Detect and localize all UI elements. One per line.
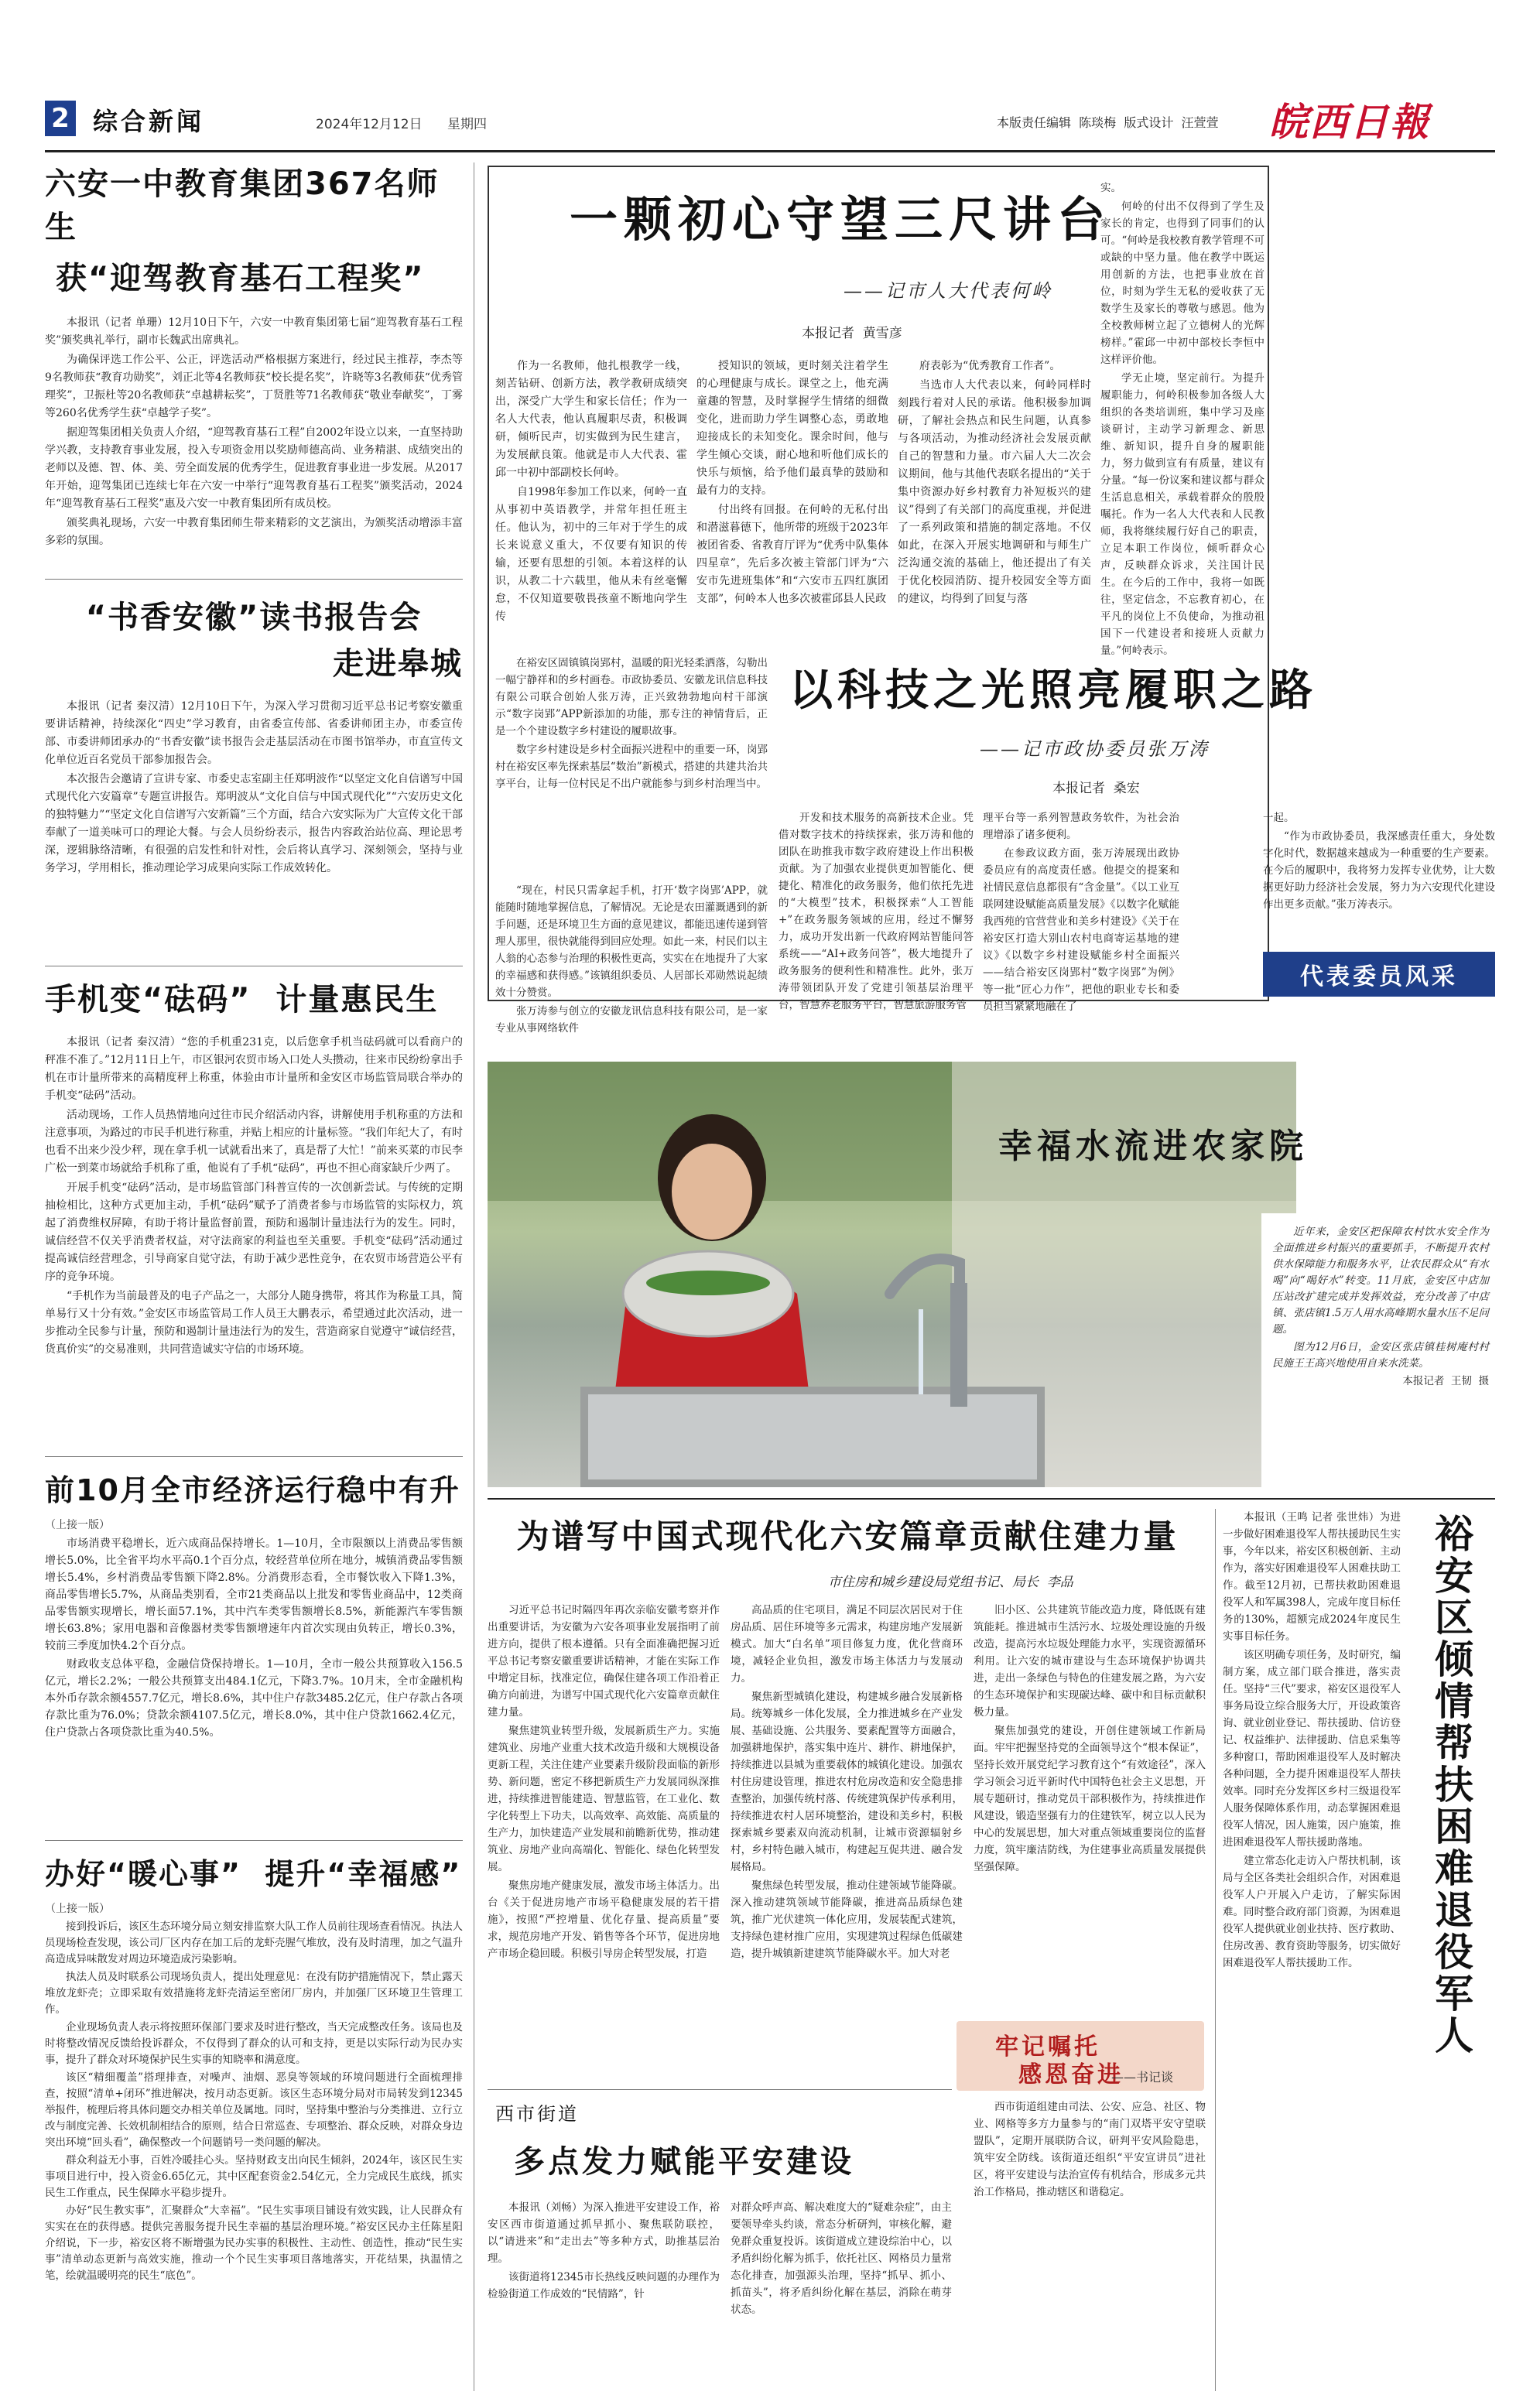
masthead: [45, 97, 1252, 144]
paragraph: 聚焦加强党的建设，开创住建领域工作新局面。牢牢把握坚持党的全面领导这个“根本保证”，坚持长效开展党纪学习教育这个“有效途径”，深入学习领会习近平新时代中国特色社会主义思想，开展专题研讨，推动党员干部积极作为，持续推进作风建设，锻造坚强有力的住建铁军，树立以人民为中心的发展思想，加大对重点领域重要岗位的监督力度，筑牢廉洁防线，为住建事业高质量发展提供坚强保障。: [974, 1725, 1206, 1873]
page-number: 2: [45, 101, 76, 136]
article-title-line1: 六安一中教育集团367名师生: [45, 166, 440, 245]
photo-caption-box: [1261, 1213, 1495, 1492]
paragraph: 该街道将12345市长热线反映问题的办理作为检验街道工作成效的“民情路”，针: [488, 2271, 720, 2300]
feature2-byline: 本报记者 桑宏: [1052, 781, 1140, 796]
article-body: [45, 1034, 463, 1444]
paragraph: 该区“精细覆盖”搭理排查，对噪声、油烟、恶臭等领域的环境问题进行全面梳理排查，按照“清单+闭环”推进解决，按月动态更新。该区生态环境分局对市局转发到12345举报件，梳理后将具体问题交办相关单位及属地。同时，坚持集中整治与分类推进、立行立改与制度完善、长效机制相结合的原则，结合日常巡查、专项整治、群众反映，对群众身边突出环境“回头看”，确保整改一个问题销号一类问题的解决。: [45, 2071, 463, 2149]
paragraph: 府表彰为“优秀教育工作者”。: [919, 360, 1061, 372]
paragraph: 授知识的领域，更时刻关注着学生的心理健康与成长。课堂之上，他充满童趣的智慧，及时掌握学生情绪的细微变化，进而助力学生调整心态，勇敢地迎接成长的未知变化。课余时间，他与学生倾心交谈，耐心地和听他们成长的快乐与烦恼，给予他们最真挚的鼓励和最有力的支持。: [696, 360, 888, 497]
paragraph: 本报讯（记者 秦汉清）12月10日下午，为深入学习贯彻习近平总书记考察安徽重要讲话精神，持续深化“四史”学习教育，由省委宣传部、省委讲师团主办，市委宣传部、市委讲师团承办的“书香安徽”读书报告会走基层活动在市图书馆举办，市直宣传文化单位近百名党员干部参加报告会。: [45, 700, 463, 766]
feature-banner-label: 代表委员风采: [1300, 963, 1458, 990]
feature1-column-2: [696, 357, 888, 644]
paragraph: 一起。: [1263, 812, 1295, 824]
article-economy: [45, 1467, 463, 1831]
feature2-subtitle: ——记市政协委员张万涛: [980, 738, 1210, 760]
paragraph: “手机作为当前最普及的电子产品之一，大部分人随身携带，将其作为称量工具，简单易行又十分有效。”金安区市场监管局工作人员王大鹏表示，希望通过此次活动，进一步推动全民参与计量，预防和遏制计量违法行为的发生，营造商家自觉遵守“诚信经营，货真价实”的交易准则，共同营造诚实守信的市场环境。: [45, 1290, 463, 1356]
paragraph: 企业现场负责人表示将按照环保部门要求及时进行整改，当天完成整改任务。该局也及时将整改情况反馈给投诉群众，不仅得到了群众的认可和支持，更是以实际行动为民办实事，提升了群众对环境保护民生实事的知晓率和满意度。: [45, 2021, 463, 2066]
campaign-seal: [957, 2021, 1204, 2091]
paragraph: 西市街道组建由司法、公安、应急、社区、物业、网格等多方力量参与的“南门双塔平安守望联盟队”，定期开展联防合议，研判平安风险隐患，筑牢安全防线。该街道还组织“平安宣讲员”进社区，将平安建设与法治宣传有机结合，形成多元共治工作格局，推动辖区和谐稳定。: [974, 2101, 1206, 2198]
paragraph: 习近平总书记时隔四年再次亲临安徽考察并作出重要讲话，为安徽为六安各项事业发展指明了前进方向，提供了根本遵循。只有全面准确把握习近平总书记考察安徽重要讲话精神，才能在实际工作中增定目标，找准定位，确保住建各项工作沿着正确方向前进，为谱写中国式现代化六安篇章贡献住建力量。: [488, 1604, 720, 1719]
article-warm-affairs: [45, 1851, 463, 2393]
editor-credits: 本版责任编辑 陈琰梅 版式设计 汪萱萱: [997, 115, 1219, 130]
feature1-byline: 本报记者 黄雪彦: [802, 326, 902, 341]
article-body: [45, 698, 463, 992]
paragraph: 群众利益无小事，百姓冷暖挂心头。坚持财政支出向民生倾斜，2024年，该区民生实事项目进行中，投入资金6.65亿元，其中区配套资金2.54亿元，全力完成民生底线，抓实民生工作重点，民生保障水平稳步提升。: [45, 2154, 463, 2199]
paragraph: 何岭的付出不仅得到了学生及家长的肯定，也得到了同事们的认可。“何岭是我校教育教学管理不可或缺的中坚力量。他在教学中既运用创新的方法，也把事业放在首位，时刻为学生无私的爱收获了无数学生及家长的尊敬与感恩。他为全校教师树立起了立德树人的光辉榜样。”霍邱一中初中部校长李恒中这样评价他。: [1100, 200, 1265, 366]
paragraph: 市场消费平稳增长，近六成商品保持增长。1—10月，全市限额以上消费品零售额增长5.0%，比全省平均水平高0.1个百分点，较经营单位所在地分，城镇消费品零售额增长5.4%，乡村消费品零售额下降2.8%。分消费形态看，全市餐饮收入下降1.3%，商品零售增长5.7%，从商品类别看，全市21类商品以上批发和零售业商品中，12类商品零售额实现增长，增长面57.1%，其中汽车类零售额增长8.5%，新能源汽车零售额增长63.8%；家用电器和音像器材类零售额增速年内首次实现由负转正，增长0.3%，较前三季度加快4.2个百分点。: [45, 1537, 463, 1652]
a7-column-2: [731, 2199, 952, 2391]
section-rule: [488, 1498, 1495, 1500]
article-body: [45, 1535, 463, 1811]
paragraph: 本报讯（刘畅）为深入推进平安建设工作，裕安区西市街道通过抓早抓小、聚焦联防联控，以“请进来”和“走出去”等多种方式，助推基层治理。: [488, 2201, 720, 2265]
paragraph: 张万涛参与创立的安徽龙讯信息科技有限公司，是一家专业从事网络软件: [495, 1005, 768, 1035]
paragraph: 近年来，金安区把保障农村饮水安全作为全面推进乡村振兴的重要抓手，不断提升农村供水保障能力和服务水平，让农民群众从“有水喝”向“喝好水”转变。11月底，金安区中店加压站改扩建完成并发挥效益，充分改善了中店镇、张店镇1.5万人用水高峰期水量水压不足问题。: [1272, 1226, 1489, 1336]
feature2-column-4: [983, 809, 1179, 1013]
paragraph: 学无止境，坚定前行。为提升履职能力，何岭积极参加各级人大组织的各类培训班，集中学习及座谈研讨，主动学习新理念、新思维、新知识，提升自身的履职能力，努力做到宣有有质量，建议有分量。“每一份议案和建议都与群众生活息息相关，承载着群众的殷殷嘱托。作为一名人大代表和人民教师，我将继续履行好自己的职责，立足本职工作岗位，倾听群众心声，反映群众诉求，关注国计民生。在今后的工作中，我将一如既往，坚定信念，不忘教育初心，在平凡的岗位上不负使命，为推动祖国下一代建设者和接班人贡献力量。”何岭表示。: [1100, 372, 1265, 657]
seal-text-line2: 感恩奋进: [1018, 2061, 1124, 2088]
paragraph: 颁奖典礼现场，六安一中教育集团师生带来精彩的文艺演出，为颁奖活动增添丰富多彩的氛围。: [45, 517, 463, 547]
paragraph: 聚焦建筑业转型升级，发展新质生产力。实施建筑业、房地产业重大技术改造升级和大规模设备更新工程，关注住建产业要素升级阶段面临的新形势、新问题，密定不移把新质生产力发展同纵深推进，持续推进智能建造、智慧监管，在工业化、数字化转型上下功夫，以高效率、高效能、高质量的生产力，加快建造产业发展和前瞻新优势，推动建筑业、房地产业向高端化、智能化、绿色化转型发展。: [488, 1725, 720, 1873]
paragraph: 聚焦绿色转型发展，推动住建领域节能降碳。深入推动建筑领域节能降碳，推进高品质绿色建筑，推广光伏建筑一体化应用，发展装配式建筑，支持绿色建材推广应用，实现建筑过程绿色低碳建造，提升城镇新建建筑节能降碳水平。加大对老: [731, 1880, 963, 1960]
feature2-column-3: [779, 809, 974, 1011]
feature1-column-4: [1100, 180, 1265, 657]
paragraph: 活动现场，工作人员热情地向过往市民介绍活动内容，讲解使用手机称重的方法和注意事项，为路过的市民手机进行称重，并贴上相应的计量标签。“我们年纪大了，有时也看不出来少没少秤，现在拿手机一试就看出来了，真是帮了大忙！”前来买菜的市民李广松一到菜市场就给手机称了重，他说有了手机“砝码”，再也不担心商家缺斤少两了。: [45, 1109, 463, 1175]
issue-date: 2024年12月12日: [316, 117, 423, 132]
paragraph: 据迎驾集团相关负责人介绍，“迎驾教育基石工程”自2002年设立以来，一直坚持助学兴教，支持教育事业发展，投入专项资金用以奖励师德高尚、业务精湛、成绩突出的老师以及德、智、体、美、劳全面发展的优秀学生，促进教育事业进一步发展。从2017年开始，迎驾集团已连续七年在六安一中举行“迎驾教育基石工程奖”颁奖活动，2024年“迎驾教育基石工程奖”惠及六安一中教育集团所有成员校。: [45, 426, 463, 510]
source-note: （上接一版）: [45, 1903, 110, 1915]
paragraph: 当选市人大代表以来，何岭同样时刻践行着对人民的承诺。他积极参加调研，了解社会热点和民生问题，认真参与各项活动，为推动经济社会发展贡献自己的智慧和力量。市六届人大二次会议期间，他与其他代表联名提出的“关于集中资源办好乡村教育力补短板兴的建议”得到了有关部门的高度重视，并促进了一系列政策和措施的制定落地。不仅如此，在深入开展实地调研和与师生广泛沟通交流的基础上，他还提出了有关于优化校园消防、提升校园安全等方面的建议，均得到了回复与落: [898, 379, 1091, 605]
paragraph: “现在，村民只需拿起手机，打开‘数字岗郢’APP，就能随时随地掌握信息，了解情况。无论是农田灌溉遇到的新手问题，还是环境卫生方面的意见建议，都能迅速传递到管理人那里，很快就能得到回应处理。如此一来，村民们以主人翁的心态参与治理的积极性更高，实实在在地提升了大家的幸福感和获得感。”该镇组织委员、人居部长邓勋然说起绩效十分赞赏。: [495, 884, 768, 999]
a6-column-3: [974, 1602, 1206, 2012]
source-note: （上接一版）: [45, 1519, 110, 1531]
paragraph: 开发和技术服务的高新技术企业。凭借对数字技术的持续探索，张万涛和他的团队在助推我市数字政府建设上作出积极贡献。为了加强农业提供更加智能化、便捷化、精准化的政务服务，他们依托先进的“大模型”技术，积极探索“人工智能+”在政务服务领域的应用，经过不懈努力，成功开发出新一代政府网站智能问答系统——“AI+政务问答”，极大地提升了政务服务的便利性和精准性。此外，张万涛带领团队开发了党建引领基层治理平台，智慧养老服务平台，智慧旅游服务管: [779, 812, 974, 1011]
paragraph: 在参政议政方面，张万涛展现出政协委员应有的高度责任感。他提交的提案和社情民意信息都很有“含金量”。《以工业互联网建设赋能高质量发展》《以数字化赋能我西苑的官营营业和美乡村建设》《关于在裕安区打造大别山农村电商寄运基地的建议》《以数字乡村建设赋能乡村全面振兴——结合裕安区岗郢村“数字岗郢”为例》等一批“匠心力作”，把他的职业专长和委员担当紧紧地融在了: [983, 847, 1179, 1013]
photo-caption: [1261, 1213, 1495, 1390]
paragraph: 接到投诉后，该区生态环境分局立刻安排监察大队工作人员前往现场查看情况。执法人员现场检查发现，该公司厂区内存在加工后的龙虾壳腥气堆放，没有及时清理，加之气温升高造成异味散发对周边环境造成污染影响。: [45, 1921, 463, 1965]
feature1-subtitle: ——记市人大代表何岭: [844, 280, 1052, 302]
a6-column-2: [731, 1602, 963, 2066]
paragraph: 在裕安区固镇镇岗郢村，温暖的阳光轻柔洒落，勾勒出一幅宁静祥和的乡村画卷。市政协委员、安徽龙讯信息科技有限公司联合创始人张万涛，正兴致勃勃地向村干部演示“数字岗郢”APP新添加的功能，那专注的神情背后，正是一个个建设数字乡村建设的履职故事。: [495, 657, 768, 737]
photo-credit: 本报记者 王韧 摄: [1402, 1375, 1489, 1387]
feature2-title: 以科技之光照亮履职之路: [789, 665, 1317, 716]
divider: [45, 1456, 463, 1457]
paragraph: 高品质的住宅项目，满足不同层次居民对于住房品质、居住环境等多元需求，构建房地产发展新模式。加大“白名单”项目修复力度，优化营商环境，减轻企业负担，激发市场主体活力与发展动力。: [731, 1604, 963, 1685]
seal-text-line1: 牢记嘱托: [995, 2033, 1100, 2061]
a7-title: 多点发力赋能平安建设: [514, 2144, 854, 2180]
paragraph: 执法人员及时联系公司现场负责人，提出处理意见：在没有防护措施情况下，禁止露天堆放龙虾壳；立即采取有效措施将龙虾壳清运至密闭厂房内，并加强厂区环境卫生管理工作。: [45, 1971, 463, 2016]
feature-banner: [1263, 952, 1495, 997]
feature2-column-5: [1263, 809, 1495, 949]
article-title: 办好“暖心事” 提升“幸福感”: [45, 1857, 462, 1891]
paragraph: 财政收支总体平稳，金融信贷保持增长。1—10月，全市一般公共预算收入156.5亿元，增长2.2%；一般公共预算支出484.1亿元，下降3.7%。10月末，全市金融机构本外币存款余额4557.7亿元，增长8.6%，其中住户存款3485.2亿元，住户存款占各项存款比重为76.0%；贷款余额4107.5亿元，增长8.0%，其中住户贷款1662.4亿元，住户贷款占各项贷款比重为40.5%。: [45, 1658, 463, 1739]
masthead-rule: [45, 150, 1495, 152]
a6-column-1: [488, 1602, 720, 2066]
paragraph: 实。: [1100, 182, 1121, 194]
a8-title: 裕安区倾情帮扶困难退役军人: [1429, 1514, 1473, 2057]
paragraph: 该区明确专项任务，及时研究，编制方案，成立部门联合推进，落实责任。坚持“三代”要求，裕安区退役军人事务局设立综合服务大厅，开设政策咨询、就业创业登记、帮扶援助、信访登记、权益维护、法律援助、信息采集等多种窗口，帮助困难退役军人及时解决各种问题，全力提升困难退役军人帮扶效率。同时充分发挥区乡村三级退役军人服务保障体系作用，动态掌握困难退役军人情况，因人施策，因户施策，推进困难退役军人帮扶援助落地。: [1223, 1649, 1401, 1849]
a6-author: 市住房和城乡建设局党组书记、局长 李品: [828, 1575, 1073, 1590]
paper-logo: 皖西日報: [1269, 99, 1430, 145]
paragraph: 本报讯（记者 单珊）12月10日下午，六安一中教育集团第七届“迎驾教育基石工程奖”颁奖典礼举行，副市长魏武出席典礼。: [45, 316, 463, 347]
paragraph: 聚焦房地产健康发展，激发市场主体活力。出台《关于促进房地产市场平稳健康发展的若干措施》，按照“严控增量、优化存量、提高质量”要求，规范房地产开发、销售等各个环节，促进房地产市场企稳回暖。积极引导房企转型发展，打造: [488, 1880, 720, 1960]
paragraph: 本次报告会邀请了宣讲专家、市委史志室副主任郑明波作“以坚定文化自信谱写中国式现代化六安篇章”专题宣讲报告。郑明波从“文化自信与中国式现代化”“六安历史文化的独特魅力”“坚定文化自信谱写六安新篇”三个方面，结合六安实际为广大宣传文化干部奉献了一道美味可口的理论大餐。与会人员纷纷表示，报告内容政治站位高、理论思考深，逻辑脉络清晰，有很强的启发性和针对性，会后将认真学习、深刻领会，坚持与业务学习，学用相长，推动理论学习成果向实际工作成效转化。: [45, 773, 463, 874]
section-name: 综合新闻: [93, 107, 205, 136]
column-divider: [1215, 1509, 1216, 2391]
feature2-column-2: [495, 882, 768, 1035]
paragraph: 图为12月6日，金安区张店镇桂树庵村村民施王王高兴地使用自来水洗菜。: [1272, 1341, 1489, 1370]
feature2-column-1: [495, 655, 768, 877]
seal-suffix: ——书记谈: [1111, 2070, 1174, 2085]
paragraph: 作为一名教师，他扎根教学一线，刻苦钻研、创新方法，教学教研成绩突出，深受广大学生和家长信任；作为一名人大代表，他认真履职尽责，积极调研，倾听民声，切实做到为民生建言，为发展献良策。他就是市人大代表、霍邱一中初中部副校长何岭。: [495, 360, 687, 479]
divider: [488, 2089, 952, 2090]
paragraph: 建立常态化走访入户帮扶机制，该局与全区各类社会组织合作，对困难退役军人户开展入户走访，了解实际困难。同时整合政府部门资源，为困难退役军人提供就业创业扶持、医疗救助、住房改善、教育资助等服务，切实做好困难退役军人帮扶援助工作。: [1223, 1855, 1401, 1969]
article-phone-weight: [45, 977, 463, 1450]
paragraph: “作为市政协委员，我深感责任重大，身处数字化时代，数据越来越成为一种重要的生产要素。在今后的履职中，我将努力发挥专业优势，让大数据更好助力经济社会发展，努力为六安现代化建设作出更多贡献。”张万涛表示。: [1263, 830, 1495, 911]
paragraph: 开展手机变“砝码”活动，是市场监管部门科普宣传的一次创新尝试。与传统的定期抽检相比，这种方式更加主动，手机“砝码”赋予了消费者参与市场监管的实际权力，筑起了消费维权屏障，有助于将计量监督前置，预防和遏制计量违法行为的发生。同时，诚信经营不仅关乎消费者权益，对守法商家的利益也至关重要。手机变“砝码”活动通过提高诚信经营理念，引导商家自觉守法，有助于减少恶性竞争，在农贸市场营造公平有序的竞争环境。: [45, 1182, 463, 1283]
a6-title: 为谱写中国式现代化六安篇章贡献住建力量: [516, 1517, 1179, 1555]
paragraph: 自1998年参加工作以来，何岭一直从事初中英语教学，并常年担任班主任。他认为，初中的三年对于学生的成长来说意义重大，不仅要有知识的传输，还要有思想的引领。本着这样的认识，从教二十六载里，他从未有丝毫懈怠，不仅知道要敬畏孩童不断地向学生传: [495, 486, 687, 623]
paragraph: 旧小区、公共建筑节能改造力度，降低既有建筑能耗。推进城市生活污水、垃圾处理设施的升级改造，提高污水垃圾处理能力水平，实现资源循环利用。让六安的城市建设与生态环境保护协调共进，走出一条绿色与特色的住建发展之路，为六安的生态环境保护和实现碳达峰、碳中和目标贡献积极力量。: [974, 1604, 1206, 1719]
paragraph: 本报讯（王鸣 记者 张世炜）为进一步做好困难退役军人帮扶援助民生实事，今年以来，裕安区积极创新、主动作为，落实好困难退役军人困难扶助工作。截至12月初，已帮扶救助困难退役军人和军属398人，完成年度目标任务的130%，超额完成2024年度民生实事目标任务。: [1223, 1511, 1401, 1643]
article-title: 手机变“砝码” 计量惠民生: [45, 982, 439, 1018]
article-body: [45, 1919, 463, 2382]
paragraph: 本报讯（记者 秦汉清）“您的手机重231克，以后您拿手机当砝码就可以看商户的秤准不准了。”12月11日上午，市区银河农贸市场入口处人头攒动，往来市民纷纷拿出手机在市计量所带来的高精度秤上称重，体验由市计量所和金安区市场监管局联合举办的手机变“砝码”活动。: [45, 1036, 463, 1102]
paragraph: 理平台等一系列智慧政务软件，为社会治理增添了诸多便利。: [983, 812, 1179, 841]
photo-story-title: 幸福水流进农家院: [998, 1127, 1308, 1166]
article-title-line2: 走进皋城: [333, 646, 463, 682]
paragraph: 数字乡村建设是乡村全面振兴进程中的重要一环，岗郢村在裕安区率先探索基层“数治”新模式，搭建的共建共治共享平台，让每一位村民足不出户就能参与到乡村治理当中。: [495, 744, 768, 790]
paragraph: 办好“民生教实事”，汇聚群众“大幸福”。“民生实事项目铺设有效实践，让人民群众有实实在在的获得感。提供完善服务提升民生幸福的基层治理环境。”裕安区民办主任陈星阳介绍说，下一步，裕安区将不断增强为民办实事的积极性、主动性、创造性，推动“民生实事”清单动态更新与高效实施，推动一个个民生实事项目落地落实，开花结果，执温情之笔，绘就温暖明亮的民生“底色”。: [45, 2204, 463, 2282]
paragraph: 付出终有回报。在何岭的无私付出和潜滋暮德下，他所带的班级于2023年被团省委、省教育厅评为“优秀中队集体四星章”，先后多次被主管部门评为“六安市先进班集体”和“六安市五四红旗团支部”，何岭本人也多次被霍邱县人民政: [696, 504, 888, 605]
a7-column-1: [488, 2199, 720, 2391]
a7-column-3: [974, 2098, 1206, 2391]
divider: [45, 579, 463, 580]
divider: [45, 1840, 463, 1841]
article-title: 前10月全市经济运行稳中有升: [45, 1473, 460, 1507]
article-title-line2: 获“迎驾教育基石工程奖”: [56, 261, 425, 296]
article-education-award: [45, 162, 463, 565]
paragraph: 为确保评选工作公平、公正，评选活动严格根据方案进行，经过民主推荐，李杰等9名教师获“教育功勋奖”，刘正北等4名教师获“校长提名奖”，许晓等3名教师获“优秀管理奖”，卫振杜等20名教师获“卓越耕耘奖”，丁贤胜等71名教师获“敬业奉献奖”，丁雾等260名优秀学生获“卓越学子奖”。: [45, 354, 463, 419]
article-body: [45, 314, 463, 593]
paragraph: 对群众呼声高、解决难度大的“疑难杂症”，由主要领导牵头约谈，常态分析研判，审核化解，避免群众重复投诉。该街道成立建设综治中心，以矛盾纠纷化解为抓手，依托社区、网格员力量常态化排查，加强源头治理，坚持“抓早、抓小、抓苗头”，将矛盾纠纷化解在基层，消除在萌芽状态。: [731, 2201, 952, 2316]
feature1-column-1: [495, 357, 687, 644]
article-title-line1: “书香安徽”读书报告会: [85, 600, 423, 635]
issue-weekday: 星期四: [447, 117, 487, 132]
paragraph: 聚焦新型城镇化建设，构建城乡融合发展新格局。统筹城乡一体化发展，全力推进城乡在产业发展、基础设施、公共服务、要素配置等方面融合，加强耕地保护，落实集中连片、耕作、耕地保护，持续推进以县城为重要载体的城镇化建设。加强农村住房建设管理，推进农村危房改造和安全隐患排查整治，加强传统村落、传统建筑保护传承利用，持续推进农村人居环境整治，建设和美乡村，积极探索城乡要素双向流动机制，让城市资源辐射乡村，乡村特色融入城市，构建起互促共进、融合发展格局。: [731, 1691, 963, 1873]
feature1-title: 一颗初心守望三尺讲台: [570, 191, 1112, 248]
a8-body: [1223, 1509, 1401, 2391]
feature1-column-3: [898, 357, 1091, 644]
article-reading-report: [45, 596, 463, 998]
a7-kicker: 西市街道: [495, 2103, 579, 2125]
